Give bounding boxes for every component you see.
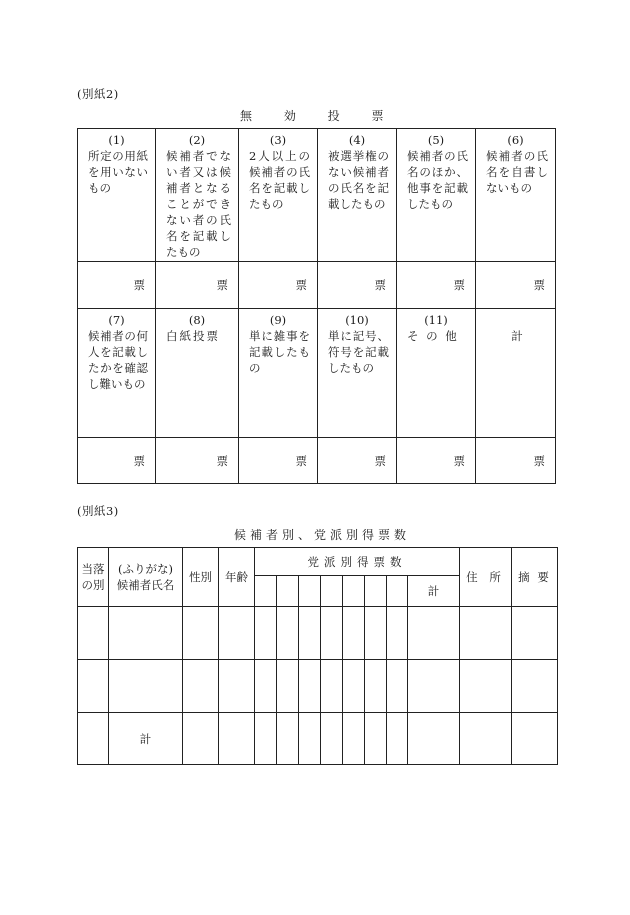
category-text: 白紙投票 xyxy=(166,329,220,343)
table-cell xyxy=(255,713,277,765)
appendix2-label: (別紙2) xyxy=(77,87,119,101)
table-cell xyxy=(343,660,365,713)
header-party-votes: 党派別得票数 xyxy=(255,548,460,576)
table-cell xyxy=(219,607,255,660)
category-text: そ の 他 xyxy=(407,329,459,343)
invalid-vote-category xyxy=(397,309,476,438)
vote-count-cell: 票 xyxy=(318,438,397,484)
table-cell xyxy=(109,660,183,713)
category-number: (10) xyxy=(345,313,369,327)
invalid-vote-category xyxy=(476,129,556,262)
candidate-votes-table xyxy=(77,547,558,765)
table-cell xyxy=(183,713,219,765)
invalid-vote-category xyxy=(318,129,397,262)
category-text: 単に雑事を記載したもの xyxy=(249,329,310,375)
table-cell xyxy=(321,713,343,765)
category-number: (8) xyxy=(188,313,206,327)
invalid-vote-category xyxy=(318,309,397,438)
table-cell xyxy=(109,607,183,660)
party-col xyxy=(365,576,387,607)
table-cell xyxy=(255,660,277,713)
category-text: 被選挙権のない候補者の氏名を記載したもの xyxy=(328,149,389,211)
vote-count-cell: 票 xyxy=(78,262,156,309)
invalid-vote-category xyxy=(156,309,239,438)
table-row xyxy=(78,660,558,713)
category-text: 候補者の氏名のほか、他事を記載したもの xyxy=(407,149,468,211)
vote-count-cell: 票 xyxy=(318,262,397,309)
category-text: 候補者でない者又は候補者となることができない者の氏名を記載したもの xyxy=(166,149,231,259)
category-text: 所定の用紙を用いないもの xyxy=(88,149,148,195)
category-number: (11) xyxy=(424,313,448,327)
table-cell xyxy=(277,713,299,765)
category-number: (6) xyxy=(507,133,524,147)
invalid-votes-table xyxy=(77,128,556,484)
table-cell xyxy=(321,607,343,660)
category-text: 候補者の何人を記載したかを確認し難いもの xyxy=(88,329,148,391)
header-candidate-name: (ふりがな) 候補者氏名 xyxy=(109,548,183,607)
table-row xyxy=(78,607,558,660)
vote-count-cell: 票 xyxy=(156,438,239,484)
header-address: 住 所 xyxy=(460,548,512,607)
invalid-vote-category xyxy=(78,309,156,438)
table-cell xyxy=(277,660,299,713)
appendix3-label: (別紙3) xyxy=(77,504,119,518)
table-cell xyxy=(299,607,321,660)
category-text: 計 xyxy=(511,329,523,343)
category-text: 2人以上の候補者の氏名を記載したもの xyxy=(249,149,310,211)
table-cell xyxy=(78,713,109,765)
table-cell xyxy=(299,713,321,765)
table-cell xyxy=(277,607,299,660)
invalid-vote-category xyxy=(78,129,156,262)
invalid-vote-category xyxy=(156,129,239,262)
category-text: 候補者の氏名を自書しないもの xyxy=(486,149,548,195)
table-cell xyxy=(219,713,255,765)
header-sex: 性別 xyxy=(183,548,219,607)
invalid-vote-category xyxy=(239,129,318,262)
category-number: (4) xyxy=(348,133,366,147)
table-cell xyxy=(408,607,460,660)
category-number: (1) xyxy=(108,133,125,147)
table-cell xyxy=(78,607,109,660)
category-number: (9) xyxy=(269,313,287,327)
category-number: (3) xyxy=(269,133,287,147)
table-cell xyxy=(365,660,387,713)
party-col xyxy=(277,576,299,607)
table-cell xyxy=(365,713,387,765)
table-cell xyxy=(460,607,512,660)
header-elected: 当落の別 xyxy=(78,548,109,607)
invalid-vote-category xyxy=(476,309,556,438)
category-number: (2) xyxy=(188,133,206,147)
invalid-vote-category xyxy=(397,129,476,262)
party-col xyxy=(387,576,408,607)
appendix3-title: 候補者別、党派別得票数 xyxy=(234,528,411,542)
table-cell xyxy=(408,660,460,713)
header-party-total: 計 xyxy=(408,576,460,607)
table-cell xyxy=(78,660,109,713)
party-col xyxy=(255,576,277,607)
table-cell xyxy=(387,660,408,713)
table-cell xyxy=(299,660,321,713)
table-cell xyxy=(512,607,558,660)
table-cell xyxy=(387,607,408,660)
table-cell xyxy=(460,713,512,765)
vote-count-cell: 票 xyxy=(78,438,156,484)
table-cell xyxy=(183,660,219,713)
table-cell xyxy=(219,660,255,713)
table-cell xyxy=(512,660,558,713)
table-cell xyxy=(255,607,277,660)
vote-count-cell: 票 xyxy=(476,438,556,484)
table-cell xyxy=(343,607,365,660)
total-label: 計 xyxy=(109,713,183,765)
table-cell xyxy=(387,713,408,765)
header-age: 年齢 xyxy=(219,548,255,607)
table-cell xyxy=(460,660,512,713)
vote-count-cell: 票 xyxy=(476,262,556,309)
table-cell xyxy=(365,607,387,660)
vote-count-cell: 票 xyxy=(239,438,318,484)
vote-count-cell: 票 xyxy=(239,262,318,309)
party-col xyxy=(299,576,321,607)
category-text: 単に記号、符号を記載したもの xyxy=(328,329,389,375)
table-cell xyxy=(321,660,343,713)
vote-count-cell: 票 xyxy=(397,438,476,484)
table-row-total xyxy=(78,713,558,765)
table-cell xyxy=(183,607,219,660)
table-cell xyxy=(343,713,365,765)
header-remarks: 摘 要 xyxy=(512,548,558,607)
party-col xyxy=(321,576,343,607)
category-number: (7) xyxy=(108,313,125,327)
vote-count-cell: 票 xyxy=(156,262,239,309)
vote-count-cell: 票 xyxy=(397,262,476,309)
party-col xyxy=(343,576,365,607)
table-cell xyxy=(512,713,558,765)
table-cell xyxy=(408,713,460,765)
invalid-vote-category xyxy=(239,309,318,438)
category-number: (5) xyxy=(427,133,445,147)
appendix2-title: 無 効 投 票 xyxy=(240,109,398,123)
